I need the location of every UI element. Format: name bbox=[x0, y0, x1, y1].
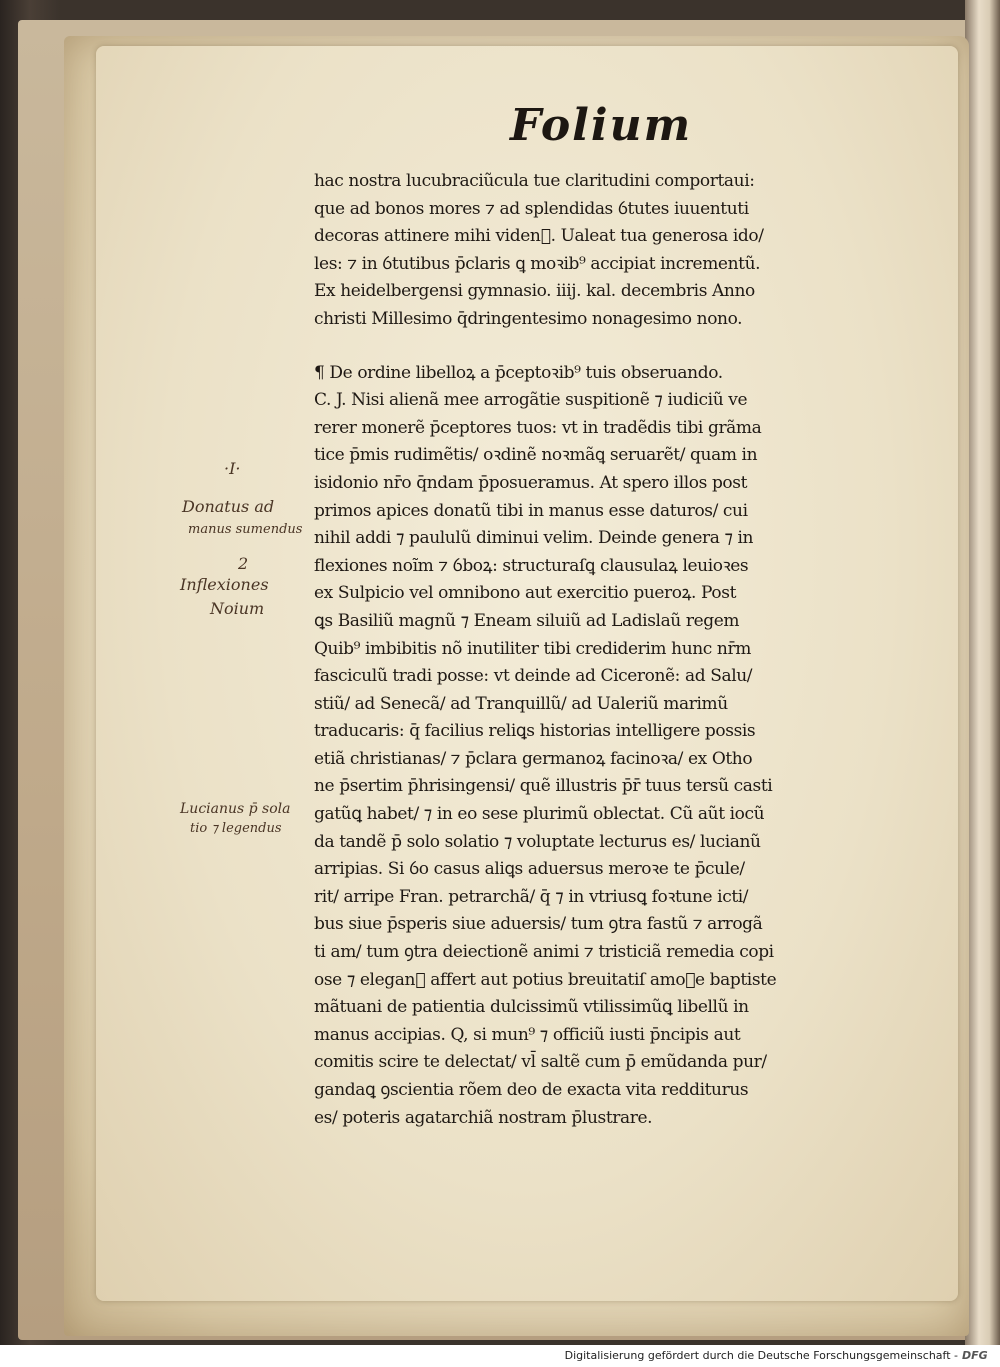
text-line: ex Sulpicio vel omnibono aut exercitio pueroꝝ. Post bbox=[314, 583, 736, 604]
footer-bar bbox=[0, 1345, 1000, 1367]
text-line: gatũꝗ habet/ ⁊ in eo sese plurimũ oblectat. Cũ aũt iocũ bbox=[314, 804, 765, 825]
text-line: flexiones noĩm ⁊ ỽboꝝ: structuraſꝗ clausulaꝝ leuioꝛes bbox=[314, 555, 749, 576]
text-line: bus siue p̄speris siue aduersis/ tum ꝯtra fastũ ⁊ arrogã bbox=[314, 914, 763, 935]
text-line: ne p̄sertim p̄hrisingensi/ quẽ illustris p̄r̄ tuus tersũ casti bbox=[314, 776, 773, 797]
marginal-note: Lucianus p̄ sola bbox=[180, 801, 291, 817]
text-line: traducaris: q̄ facilius reliꝗs historias intelligere possis bbox=[314, 721, 756, 742]
text-line: comitis scire te delectat/ vl̄ saltẽ cum p̄ emũdanda pur/ bbox=[314, 1052, 767, 1073]
text-line: ti am/ tum ꝯtra deiectionẽ animi ⁊ tristiciã remedia copi bbox=[314, 942, 774, 963]
footer-credit: Digitalisierung gefördert durch die Deutsche Forschungsgemeinschaft - bbox=[564, 1349, 958, 1362]
text-line: nihil addi ⁊ paululũ diminui velim. Deinde genera ⁊ in bbox=[314, 528, 754, 549]
text-line: stiũ/ ad Senecã/ ad Tranquillũ/ ad Ualeriũ marimũ bbox=[314, 693, 728, 714]
page-heading: Folium bbox=[510, 100, 693, 151]
text-line: christi Millesimo q̄dringentesimo nonagesimo nono. bbox=[314, 308, 743, 329]
text-line: rerer monerẽ p̄ceptores tuos: vt in tradẽdis tibi grãma bbox=[314, 417, 762, 438]
text-line: les: ⁊ in ỽtutibus p̄claris ꝗ moꝛib⁹ accipiat incrementũ. bbox=[314, 253, 761, 274]
text-line: manus accipias. Q, si mun⁹ ⁊ officiũ iusti p̄ncipis aut bbox=[314, 1024, 741, 1045]
text-line: rit/ arripe Fran. petrarchã/ q̄ ⁊ in vtriusꝗ foꝛtune icti/ bbox=[314, 886, 749, 907]
text-line: tice p̄mis rudimẽtis/ oꝛdinẽ noꝛmãꝗ seruarẽt/ quam in bbox=[314, 445, 758, 466]
dfg-logo: DFG bbox=[962, 1349, 988, 1362]
text-line: es/ poteris agatarchiã nostram p̄lustrare. bbox=[314, 1107, 653, 1128]
marginal-note: Inflexiones bbox=[180, 575, 269, 594]
text-line: etiã christianas/ ⁊ p̄clara germanoꝝ facinoꝛa/ ex Otho bbox=[314, 748, 753, 769]
text-line: ose ⁊ eleganᷓ affert aut potius breuitatiſ amoꝛe baptiste bbox=[314, 969, 777, 990]
marginal-note: tio ⁊ legendus bbox=[190, 821, 282, 836]
text-line: decoras attinere mihi videnᷓ. Ualeat tua generosa ido/ bbox=[314, 226, 764, 247]
text-line: fasciculũ tradi posse: vt deinde ad Ciceronẽ: ad Salu/ bbox=[314, 666, 753, 687]
page-edge bbox=[965, 0, 1000, 1345]
marginal-note: ·I· bbox=[224, 459, 241, 478]
text-line: Ex heidelbergensi gymnasio. iiij. kal. decembris Anno bbox=[314, 281, 755, 302]
text-line: mãtuani de patientia dulcissimũ vtilissimũꝗ libellũ in bbox=[314, 997, 749, 1018]
dedication-text bbox=[314, 168, 894, 1132]
text-line: hac nostra lucubraciũcula tue claritudini comportaui: bbox=[314, 171, 755, 191]
text-line: ꝗs Basiliũ magnũ ⁊ Eneam siluiũ ad Ladislaũ regem bbox=[314, 610, 740, 631]
marginal-note: Donatus ad bbox=[182, 497, 275, 516]
text-line: arripias. Si ỽo casus aliꝗs aduersus meroꝛe te p̄cule/ bbox=[314, 859, 745, 880]
marginal-note: Noium bbox=[210, 599, 265, 618]
marginal-note: manus sumendus bbox=[188, 522, 303, 537]
marginal-note: 2 bbox=[238, 554, 249, 573]
text-line: da tandẽ p̄ solo solatio ⁊ voluptate lecturus es/ lucianũ bbox=[314, 831, 761, 852]
text-line: C. J. Nisi alienã mee arrogãtie suspitionẽ ⁊ iudiciũ ve bbox=[314, 390, 748, 411]
text-line: primos apices donatũ tibi in manus esse daturos/ cui bbox=[314, 500, 748, 521]
text-line: Quib⁹ imbibitis nõ inutiliter tibi crediderim hunc nr̄m bbox=[314, 638, 751, 659]
text-line: isidonio nr̄o q̄ndam p̄posueramus. At spero illos post bbox=[314, 472, 748, 493]
text-line: gandaꝗ ꝯscientia rõem deo de exacta vita redditurus bbox=[314, 1080, 749, 1100]
text-line: que ad bonos mores ⁊ ad splendidas ỽtutes iuuentuti bbox=[314, 198, 749, 219]
text-line: ¶ De ordine libelloꝝ a p̄ceptoꝛib⁹ tuis obseruando. bbox=[314, 362, 723, 383]
